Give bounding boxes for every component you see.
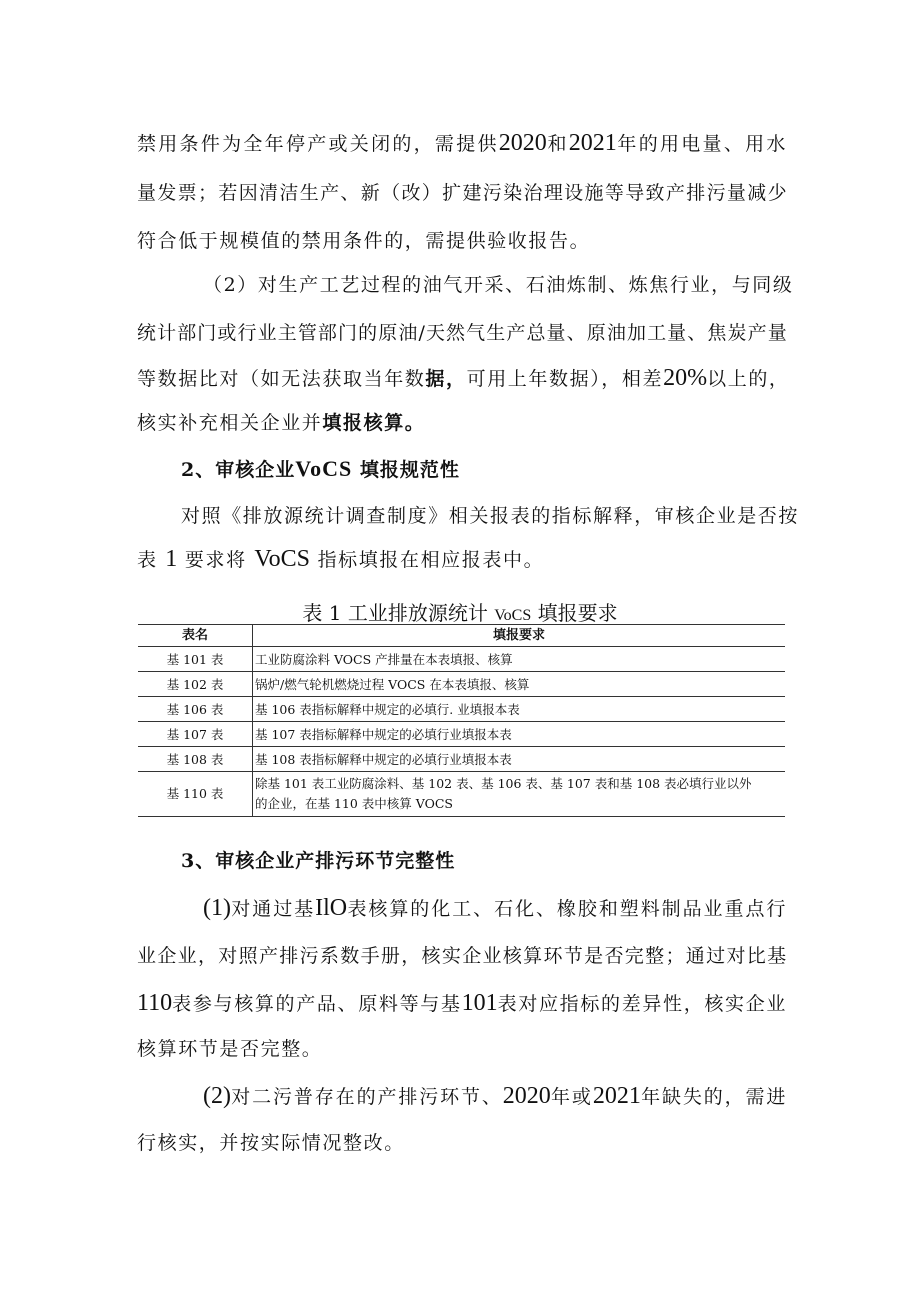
- text: 年或: [550, 1086, 593, 1108]
- text: 年的用电量、用水: [616, 133, 787, 155]
- text: 和: [546, 133, 569, 155]
- cell-requirement: 基 107 表指标解释中规定的必填行业填报本表: [253, 722, 786, 747]
- text: 表对应指标的差异性，核实企业: [497, 993, 787, 1015]
- text: 核实补充相关企业并: [137, 412, 323, 434]
- cell-table-name: 基 101 表: [138, 647, 253, 672]
- year-2021: 2021: [592, 1083, 641, 1109]
- para2-line4: [137, 410, 787, 436]
- para1-line3: 符合低于规模值的禁用条件的，需提供验收报告。: [137, 230, 591, 252]
- year-2021: 2021: [568, 130, 617, 156]
- table-row: [138, 772, 785, 817]
- cell-requirement: 基 106 表指标解释中规定的必填行. 业填报本表: [253, 697, 786, 722]
- para5-line1: [203, 1083, 787, 1110]
- table-row: [138, 722, 785, 747]
- text: 要求将: [184, 549, 247, 571]
- table-number: 101: [461, 990, 498, 1016]
- text-bold: 据，: [425, 368, 467, 390]
- para4-line1: [203, 895, 787, 922]
- table-number: 1: [165, 546, 178, 572]
- item-number: (2): [203, 1083, 231, 1109]
- cell-requirement: 锅炉/燃气轮机燃烧过程 VOCS 在本表填报、核算: [253, 672, 786, 697]
- table-code: IlO: [315, 895, 348, 921]
- cell-table-name: 基 102 表: [138, 672, 253, 697]
- item-number: (1): [203, 895, 231, 921]
- text: 填报规范性: [359, 459, 460, 481]
- cell-table-name: 基 108 表: [138, 747, 253, 772]
- text: 等数据比对（如无法获取当年数: [137, 368, 426, 390]
- cell-line: 的企业，在基 110 表中核算 VOCS: [255, 796, 453, 811]
- text: 以上的，: [707, 368, 790, 390]
- text: 表 1 工业排放源统计: [302, 601, 495, 625]
- para2-line3: [137, 365, 790, 392]
- para2-line2: 统计部门或行业主管部门的原油/天然气生产总量、原油加工量、焦炭产量: [137, 322, 787, 344]
- para4-line4: 核算环节是否完整。: [137, 1038, 323, 1060]
- para2-line1: （2）对生产工艺过程的油气开采、石油炼制、炼焦行业，与同级: [203, 274, 794, 296]
- text: 表参与核算的产品、原料等与基: [172, 993, 462, 1015]
- cell-line: 除基 101 表工业防腐涂料、基 102 表、基 106 表、基 107 表和基 108 表必填行业以外: [255, 776, 752, 791]
- cell-table-name: 基 106 表: [138, 697, 253, 722]
- vocs-requirements-table: [138, 624, 785, 817]
- text: 表: [137, 549, 158, 571]
- vocs-term: VoCS: [494, 607, 532, 624]
- text: 2、审核企业: [181, 459, 296, 481]
- text: 年缺失的，需进: [640, 1086, 787, 1108]
- text: 可用上年数据），相差: [466, 368, 664, 390]
- vocs-term: VoCS: [254, 546, 310, 572]
- para4-line3: [137, 990, 787, 1017]
- percent-20: 20%: [663, 365, 708, 391]
- section-3-heading: 3、审核企业产排污环节完整性: [181, 850, 456, 872]
- table-row: [138, 747, 785, 772]
- para1-line1: [137, 130, 787, 157]
- table-number: 110: [137, 990, 173, 1016]
- text: 禁用条件为全年停产或关闭的，需提供: [137, 133, 499, 155]
- text: 对二污普存在的产排污环节、: [230, 1086, 503, 1108]
- text: 填报要求: [531, 601, 618, 625]
- header-table-name: 表名: [138, 625, 253, 647]
- cell-requirement: [253, 772, 786, 817]
- para4-line2: 业企业，对照产排污系数手册，核实企业核算环节是否完整；通过对比基: [137, 945, 787, 967]
- year-2020: 2020: [498, 130, 547, 156]
- para3-line2: [137, 546, 787, 573]
- cell-table-name: 基 110 表: [138, 772, 253, 817]
- text: 指标填报在相应报表中。: [317, 549, 545, 571]
- cell-requirement: 基 108 表指标解释中规定的必填行业填报本表: [253, 747, 786, 772]
- text: 表核算的化工、石化、橡胶和塑料制品业重点行: [347, 898, 787, 920]
- cell-requirement: 工业防腐涂料 VOCS 产排量在本表填报、核算: [253, 647, 786, 672]
- table-row: [138, 672, 785, 697]
- para3-line1: 对照《排放源统计调查制度》相关报表的指标解释，审核企业是否按: [181, 505, 800, 527]
- table-row: [138, 647, 785, 672]
- text: 对通过基: [230, 898, 316, 920]
- table-header-row: [138, 625, 785, 647]
- vocs-term: VoCS: [295, 456, 353, 481]
- cell-table-name: 基 107 表: [138, 722, 253, 747]
- year-2020: 2020: [502, 1083, 551, 1109]
- para5-line2: 行核实，并按实际情况整改。: [137, 1132, 405, 1154]
- section-2-heading: [181, 456, 460, 483]
- para1-line2: 量发票；若因清洁生产、新（改）扩建污染治理设施等导致产排污量减少: [137, 182, 787, 204]
- header-requirement: 填报要求: [253, 625, 786, 647]
- text-bold: 填报核算。: [322, 412, 426, 434]
- table-row: [138, 697, 785, 722]
